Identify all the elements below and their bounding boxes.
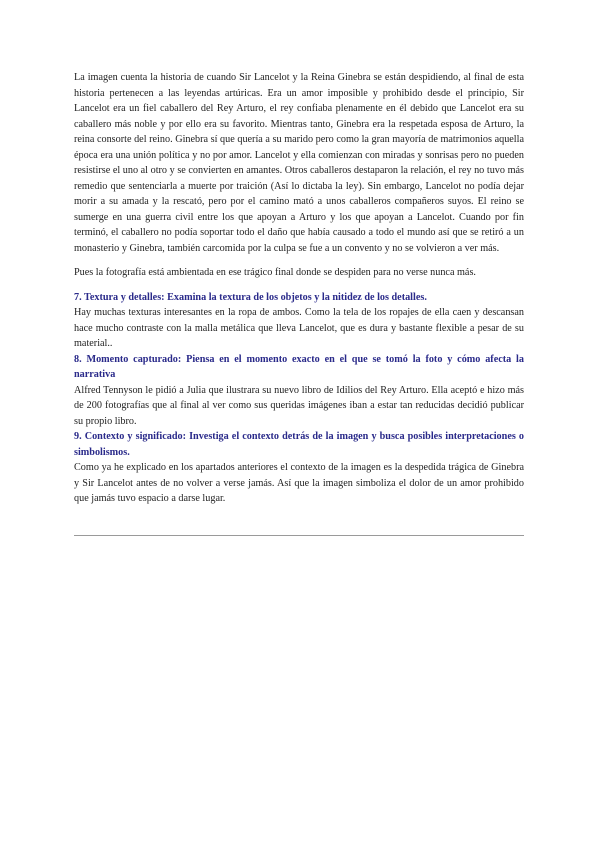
section-text-texture: Hay muchas texturas interesantes en la ropa de ambos. Como la tela de los ropajes de ella caen y descansan hace mucho contraste con la malla metálica que lleva Lancelot, que es dura y bastante flexible a pesar de su material..: [74, 307, 524, 349]
section-text-context: Como ya he explicado en los apartados anteriores el contexto de la imagen es la despedida trágica de Ginebra y Sir Lancelot antes de no volver a verse jamás. Así que la imagen simboliza el dolor de un amor prohibido que jamás tuvo espacio a darse lugar.: [74, 462, 524, 504]
section-heading-moment: 8. Momento capturado: Piensa en el momento exacto en el que se tomó la foto y cómo afecta la narrativa: [74, 353, 524, 380]
horizontal-divider: [74, 535, 524, 536]
section-heading-context: 9. Contexto y significado: Investiga el contexto detrás de la imagen y busca posibles interpretaciones o simbolismos.: [74, 431, 524, 458]
document-body: [74, 70, 524, 507]
paragraph-story: La imagen cuenta la historia de cuando Sir Lancelot y la Reina Ginebra se están despidiendo, al final de esta historia pertenecen a las leyendas artúricas. Era un amor imposible y prohibido desde el principio, Sir Lancelot era un fiel caballero del Rey Arturo, el rey confiaba plenamente en él debido que Lancelot era su caballero más noble y por ello era su favorito. Mientras tanto, Ginebra era la respetada esposa de Arturo, la reina consorte del reino. Ginebra sí que quería a su marido pero como la gran mayoría de matrimonios aquella época era una unión política y no por amor. Lancelot y ella comienzan con miradas y sonrisas pero no pueden resistirse el uno al otro y se convierten en amantes. Otros caballeros destaparon la relación, el rey no tuvo más remedio que sentenciarla a muerte por traición (Así lo dictaba la ley). Sin embargo, Lancelot no podía dejar morir a su amada y la rescató, pero por el camino mató a unos caballeros compañeros suyos. El reino se sumerge en una guerra civil entre los que apoyan a Arturo y los que apoyan a Lancelot. Cuando por fin terminó, el caballero no podía soportar todo el daño que había causado a todo el mundo así que se retiró a un monasterio y Ginebra, también carcomida por la culpa se fue a un convento y no se volvieron a ver más.: [74, 72, 524, 254]
section-text-moment: Alfred Tennyson le pidió a Julia que ilustrara su nuevo libro de Idilios del Rey Arturo. Ella aceptó e hizo más de 200 fotografías que al final al ver como sus queridas imágenes iban a estar tan reducidas decidió publicar su propio libro.: [74, 384, 524, 427]
paragraph-conclusion: Pues la fotografía está ambientada en ese trágico final donde se despiden para no verse nunca más.: [74, 267, 476, 278]
section-heading-texture: 7. Textura y detalles: Examina la textura de los objetos y la nitidez de los detalles.: [74, 291, 427, 303]
